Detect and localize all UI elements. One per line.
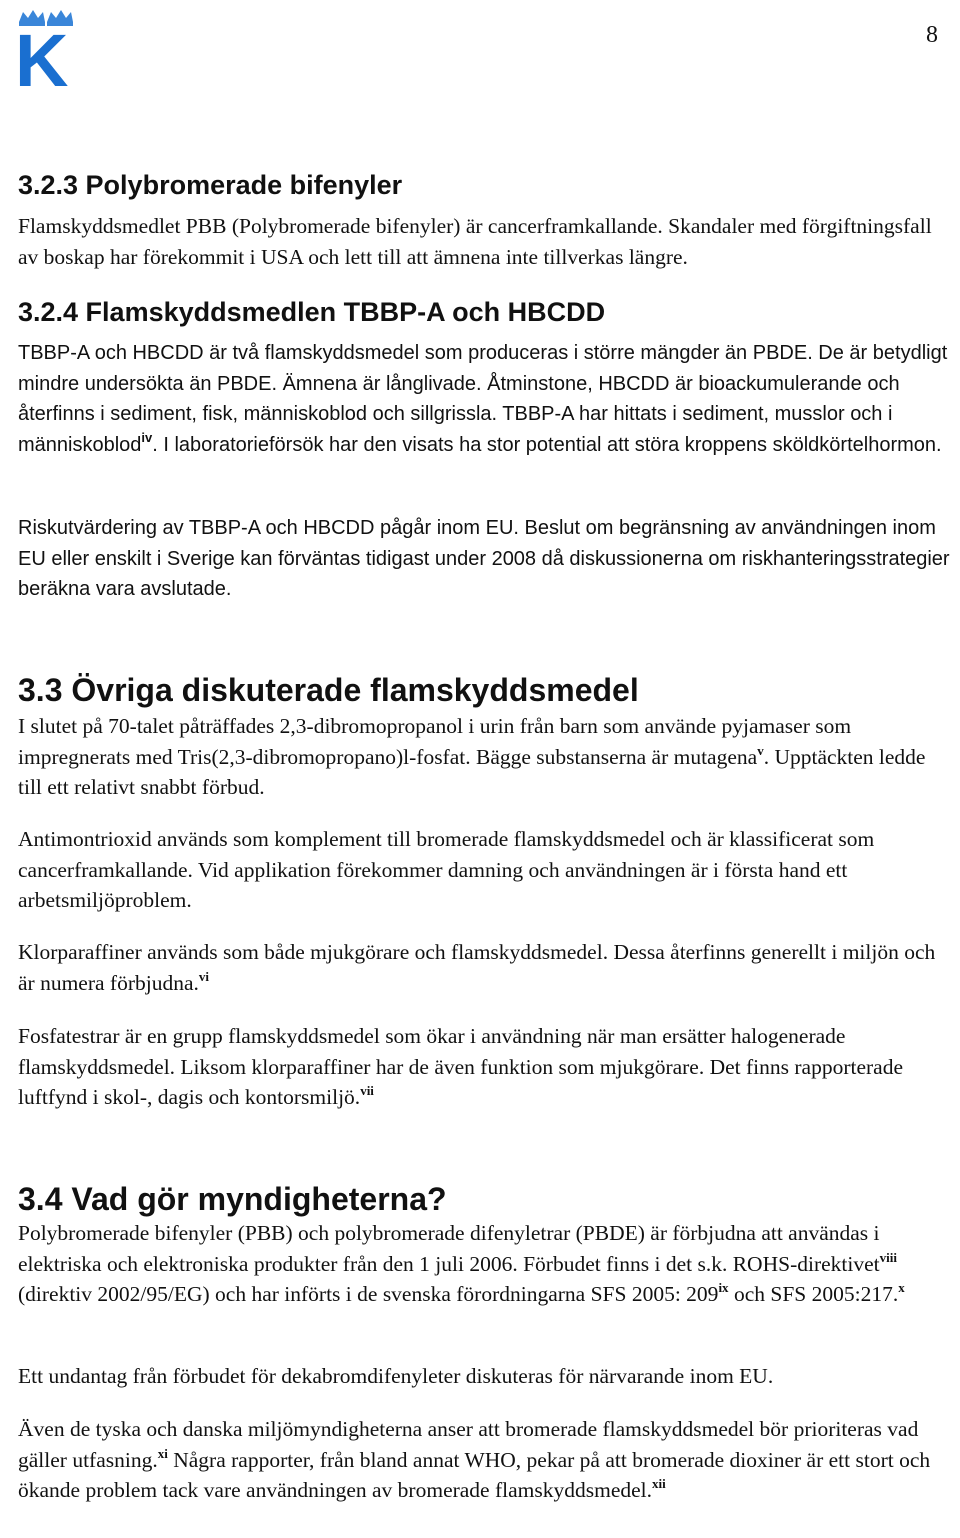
footnote-ref-xi: xi	[157, 1445, 168, 1461]
paragraph-pbb: Flamskyddsmedlet PBB (Polybromerade bifenyler) är cancerframkallande. Skandaler med förgiftningsfall av boskap har förekommit i USA och lett till att ämnena inte tillverkas längre.	[18, 214, 932, 270]
text: (direktiv 2002/95/EG) och har införts i de svenska förordningarna SFS 2005: 209	[18, 1282, 719, 1307]
text: . Upptäckten ledde till ett relativt snabbt förbud.	[18, 744, 926, 800]
logo	[15, 6, 73, 88]
text: Fosfatestrar är en grupp flamskyddsmedel som ökar i användning när man ersätter halogenerade flamskyddsmedel. Liksom klorparaffiner har de även funktion som mjukgörare. Det finns rapporterade luftfynd i skol-, dagis och kontorsmiljö.	[18, 1024, 904, 1110]
paragraph-risk-assessment: Riskutvärdering av TBBP-A och HBCDD pågår inom EU. Beslut om begränsning av användningen inom EU eller enskilt i Sverige kan förväntas tidigast under 2008 då diskussionerna om riskhanteringsstrategier beräkna vara avslutade.	[18, 517, 950, 601]
paragraph-rohs	[18, 1218, 953, 1310]
text: Polybromerade bifenyler (PBB) och polybromerade difenyletrar (PBDE) är förbjudna att användas i elektriska och elektroniska produkter från den 1 juli 2006. Förbudet finns i det s.k. ROHS-direktivet	[18, 1221, 880, 1276]
page-number: 8	[926, 22, 938, 48]
paragraph-klorparaffiner	[18, 937, 953, 998]
text: I slutet på 70-talet påträffades 2,3-dibromopropanol i urin från barn som använde pyjamaser som impregnerats med Tris(2,3-dibromopropano)l-fosfat. Bägge substanserna är mutagena	[18, 714, 852, 769]
logo-letter: K	[15, 19, 69, 88]
paragraph-dekabrom: Ett undantag från förbudet för dekabromdifenyleter diskuteras för närvarande inom EU.	[18, 1364, 774, 1388]
text: Några rapporter, från bland annat WHO, pekar på att bromerade dioxiner är ett stort och ökande problem tack vare användningen av bromerade flamskyddsmedel.	[18, 1447, 931, 1503]
heading-3-3: 3.3 Övriga diskuterade flamskyddsmedel	[18, 672, 639, 708]
paragraph-tris	[18, 711, 953, 803]
paragraph-fosfatestrar	[18, 1021, 953, 1113]
footnote-ref-ix: ix	[718, 1280, 729, 1296]
footnote-ref-x: x	[898, 1280, 905, 1296]
paragraph-tyska-danska	[18, 1414, 953, 1506]
heading-3-4: 3.4 Vad gör myndigheterna?	[18, 1181, 447, 1217]
footnote-ref-viii: viii	[879, 1249, 897, 1265]
text: Klorparaffiner används som både mjukgörare och flamskyddsmedel. Dessa återfinns generellt i miljön och är numera förbjudna.	[18, 940, 936, 995]
text: . I laboratorieförsök har den visats ha stor potential att störa kroppens sköldkörtelhormon.	[152, 433, 942, 456]
footnote-ref-xii: xii	[652, 1476, 666, 1492]
footnote-ref-vii: vii	[360, 1083, 374, 1099]
paragraph-tbbpa	[18, 338, 953, 460]
text: TBBP-A och HBCDD är två flamskyddsmedel som produceras i större mängder än PBDE. De är betydligt mindre undersökta än PBDE. Ämnena är långlivade. Åtminstone, HBCDD är bioackumulerande och återfinns i sediment, fisk, människoblod och sillgrissla. TBBP-A har hittats i sediment, musslor och i människoblod	[18, 342, 948, 456]
footnote-ref-iv: iv	[141, 429, 153, 445]
text: Även de tyska och danska miljömyndigheterna anser att bromerade flamskyddsmedel bör prioriteras vad gäller utfasning.	[18, 1417, 919, 1472]
footnote-ref-v: v	[757, 742, 764, 758]
paragraph-antimontrioxid: Antimontrioxid används som komplement till bromerade flamskyddsmedel och är klassificerat som cancerframkallande. Vid applikation förekommer damning och användningen är i första hand ett arbetsmiljöproblem.	[18, 827, 875, 913]
text: och SFS 2005:217.	[728, 1282, 899, 1307]
footnote-ref-vi: vi	[198, 968, 210, 984]
heading-3-2-3: 3.2.3 Polybromerade bifenyler	[18, 170, 403, 200]
heading-3-2-4: 3.2.4 Flamskyddsmedlen TBBP-A och HBCDD	[18, 297, 606, 327]
